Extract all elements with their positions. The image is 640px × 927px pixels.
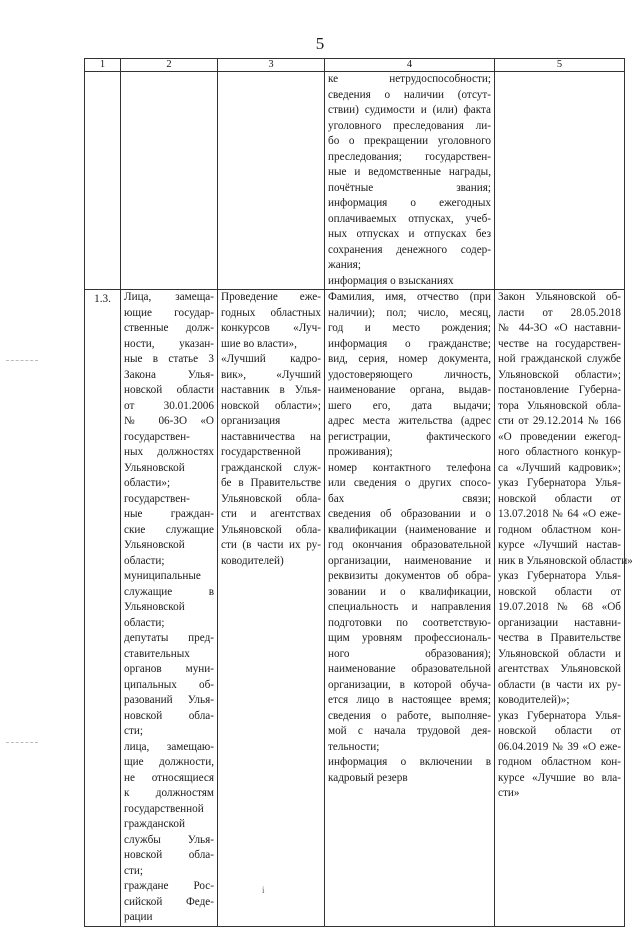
text-line: ководителей)»; — [498, 694, 570, 706]
text-line: новской обла- — [124, 849, 214, 861]
text-line: агентствах Ульяновской — [498, 663, 621, 675]
text-line: сийской Феде- — [124, 895, 214, 908]
text-line: органов муни- — [124, 663, 214, 675]
text-line: информация о взысканиях — [328, 274, 454, 287]
text-line: организации, в которой обуча- — [328, 678, 491, 691]
text-line: сти и агентствах — [221, 508, 321, 520]
text-line: кадровый резерв — [328, 771, 408, 784]
text-line: тора Ульяновской обла- — [498, 399, 621, 412]
text-line: Ульяновской — [124, 539, 185, 551]
text-line: шие во власти», — [221, 337, 297, 350]
text-line: Закон Ульяновской об- — [498, 291, 621, 303]
text-line: жания; — [328, 259, 361, 271]
text-line: не относящиеся — [124, 771, 214, 784]
legal-basis-text — [498, 290, 633, 802]
text-line: адрес места жительства (адрес — [328, 415, 491, 427]
text-line: вид, серия, номер документа, — [328, 353, 491, 365]
text-line: информация о гражданстве; — [328, 337, 491, 350]
text-line: сведения о наличии (отсут- — [328, 88, 491, 101]
text-line: Ульяновской области»; — [498, 368, 621, 381]
text-line: Ульяновской обла- — [221, 492, 321, 505]
text-line: год и место рождения; — [328, 322, 491, 334]
text-line: указ Губернатора Улья- — [498, 570, 621, 582]
text-line: год окончания образовательной — [328, 539, 491, 551]
text-line: ных отпусках и отпусках без — [328, 228, 491, 240]
text-line: ные граждан- — [124, 508, 214, 520]
text-line: специальность и направления — [328, 601, 491, 613]
text-line: ке нетрудоспособности; — [328, 73, 491, 85]
text-line: са «Лучший кадровик»; — [498, 461, 621, 474]
text-line: зовании и о квалификации, — [328, 585, 491, 598]
text-line: организации наставни- — [498, 616, 621, 629]
text-line: честве на государствен- — [498, 337, 621, 350]
text-line: информация о включении в — [328, 756, 491, 768]
text-line: подготовки по соответствую- — [328, 616, 491, 629]
text-line: служащие в — [124, 585, 214, 598]
table-cell — [121, 72, 218, 290]
data-table — [84, 58, 633, 927]
text-line: рации — [124, 911, 153, 923]
text-line: или сведения о других спосо- — [328, 477, 491, 489]
text-line: Ульяновской — [124, 461, 185, 474]
text-line: новской области — [124, 384, 214, 396]
text-line: области; — [124, 616, 165, 629]
text-line: уголовного преследования ли- — [328, 119, 491, 132]
text-line: ющие государ- — [124, 306, 214, 319]
text-line: указ Губернатора Улья- — [498, 477, 621, 489]
text-line: ные в статье 3 — [124, 353, 214, 365]
text-line: Ульяновской обла- — [221, 523, 321, 536]
text-line: новской обла- — [124, 709, 214, 722]
text-line: к должностям — [124, 787, 214, 799]
page-mark: i — [262, 885, 265, 895]
text-line: курсе «Лучшие во вла- — [498, 771, 621, 784]
text-line: постановление Губерна- — [498, 384, 621, 396]
text-line: сведения об образовании и о — [328, 508, 491, 520]
text-line: 19.07.2018 № 68 «Об — [498, 601, 621, 613]
text-line: ские служащие — [124, 523, 214, 536]
text-line: ципальных об- — [124, 678, 214, 691]
text-line: регистрации, фактического — [328, 430, 491, 443]
text-line: конкурсов «Луч- — [221, 322, 321, 334]
text-line: чества в Правительстве — [498, 632, 621, 644]
text-line: «Лучший кадро- — [221, 353, 321, 365]
table-cell — [325, 72, 495, 290]
text-line: гражданской служ- — [221, 461, 321, 474]
text-line: годном областном кон- — [498, 756, 621, 768]
text-line: разований Улья- — [124, 694, 214, 706]
text-line: области»; — [124, 477, 171, 489]
text-line: области (в части их ру- — [498, 678, 621, 691]
row-number-cell — [85, 290, 121, 927]
table-cell — [218, 72, 325, 290]
text-line: ных должностях — [124, 446, 214, 458]
header-cell: 5 — [495, 59, 625, 72]
text-line: ководителей) — [221, 554, 284, 567]
text-line: квалификации (наименование и — [328, 523, 491, 536]
text-line: 13.07.2018 № 64 «О еже- — [498, 508, 621, 520]
text-line: ной гражданской службе — [498, 353, 621, 365]
text-line: государствен- — [124, 492, 190, 505]
text-line: новской области от — [498, 585, 621, 598]
text-line: наставник в Улья- — [221, 384, 321, 396]
text-line: области; — [124, 554, 165, 567]
text-line: вик», «Лучший — [221, 368, 321, 381]
text-line: ствии) судимости и (или) факта — [328, 104, 491, 116]
text-line: наименование органа, выдав- — [328, 384, 491, 396]
text-line: годном областном кон- — [498, 523, 621, 536]
purpose-text — [221, 290, 321, 569]
text-line: бах связи; — [328, 492, 491, 505]
text-line: оплачиваемых отпусках, учеб- — [328, 212, 491, 225]
text-line: лица, замещаю- — [124, 740, 214, 753]
text-line: № 44-ЗО «О наставни- — [498, 322, 621, 334]
text-line: курсе «Лучший настав- — [498, 539, 621, 551]
text-line: удостоверяющего личность, — [328, 368, 491, 381]
text-line: Фамилия, имя, отчество (при — [328, 291, 491, 303]
margin-mark — [6, 360, 38, 361]
text-line: наличии); пол; число, месяц, — [328, 306, 491, 319]
text-line: реквизиты документов об обра- — [328, 570, 491, 582]
text-line: указ Губернатора Улья- — [498, 709, 621, 722]
header-cell: 2 — [121, 59, 218, 72]
text-line: № 06-ЗО «О — [124, 415, 214, 427]
text-line: организация — [221, 415, 281, 427]
text-line: государственной — [221, 446, 301, 458]
text-line: ник в Ульяновской области» — [498, 554, 633, 567]
table-cell — [121, 290, 218, 927]
text-line: сти от 29.12.2014 № 166 — [498, 415, 621, 427]
text-line: граждане Рос- — [124, 880, 214, 892]
text-line: ственные долж- — [124, 322, 214, 334]
text-line: ется лицо в настоящее время; — [328, 694, 491, 706]
text-line: сти; — [124, 725, 143, 737]
text-line: ного областного конкур- — [498, 446, 621, 458]
table-cell — [325, 290, 495, 927]
text-line: годных областных — [221, 306, 321, 319]
text-line: государственной — [124, 802, 204, 815]
table-cell — [495, 72, 625, 290]
persons-category-text — [124, 290, 214, 926]
text-line: тельности; — [328, 740, 380, 753]
continued-cell-text — [328, 72, 491, 289]
text-line: Ульяновской — [124, 601, 185, 613]
text-line: ные и ведомственные награды, — [328, 166, 491, 178]
text-line: службы Улья- — [124, 833, 214, 846]
text-line: депутаты пред- — [124, 632, 214, 644]
text-line: Лица, замеща- — [124, 291, 214, 303]
text-line: Проведение еже- — [221, 291, 321, 303]
header-cell: 3 — [218, 59, 325, 72]
header-cell: 1 — [85, 59, 121, 72]
text-line: организации, наименование и — [328, 554, 491, 567]
header-cell: 4 — [325, 59, 495, 72]
text-line: сти» — [498, 787, 520, 799]
text-line: ного образования); — [328, 647, 491, 660]
data-list-text — [328, 290, 491, 786]
text-line: шего его, дата выдачи; — [328, 399, 491, 412]
text-line: мой с начала трудовой дея- — [328, 725, 491, 737]
table-cell — [218, 290, 325, 927]
text-line: наставничества на — [221, 430, 321, 443]
text-line: бо о прекращении уголовного — [328, 135, 491, 147]
table-row — [85, 72, 625, 290]
text-line: наименование образовательной — [328, 663, 491, 675]
text-line: сти (в части их ру- — [221, 539, 321, 551]
text-line: ласти от 28.05.2018 — [498, 306, 621, 319]
text-line: номер контактного телефона — [328, 461, 491, 474]
table-row — [85, 290, 625, 927]
table-header-row — [85, 59, 625, 72]
text-line: гражданской — [124, 818, 185, 830]
text-line: Закона Улья- — [124, 368, 214, 381]
table-cell — [495, 290, 633, 927]
text-line: почётные звания; — [328, 181, 491, 194]
text-line: сти; — [124, 864, 143, 877]
text-line: Ульяновской области и — [498, 647, 621, 660]
text-line: новской области»; — [221, 399, 321, 412]
table-cell — [85, 72, 121, 290]
text-line: щим уровням профессиональ- — [328, 632, 491, 644]
text-line: информация о ежегодных — [328, 197, 491, 209]
text-line: сведения о работе, выполняе- — [328, 709, 491, 722]
margin-mark — [6, 742, 38, 743]
text-line: новской области от — [498, 492, 621, 505]
text-line: ставительных — [124, 647, 190, 660]
text-line: муниципальные — [124, 570, 201, 582]
text-line: бе в Правительстве — [221, 477, 321, 489]
page-number: 5 — [315, 34, 325, 53]
text-line: щие должности, — [124, 756, 214, 768]
text-line: ности, указан- — [124, 337, 214, 350]
text-line: преследования; государствен- — [328, 150, 491, 163]
text-line: проживания); — [328, 446, 393, 458]
row-number: 1.3. — [94, 293, 111, 305]
text-line: государствен- — [124, 430, 190, 443]
text-line: новской области от — [498, 725, 621, 737]
text-line: «О проведении ежегод- — [498, 430, 621, 443]
text-line: от 30.01.2006 — [124, 399, 214, 412]
text-line: сохранения денежного содер- — [328, 243, 491, 256]
text-line: 06.04.2019 № 39 «О еже- — [498, 740, 621, 753]
